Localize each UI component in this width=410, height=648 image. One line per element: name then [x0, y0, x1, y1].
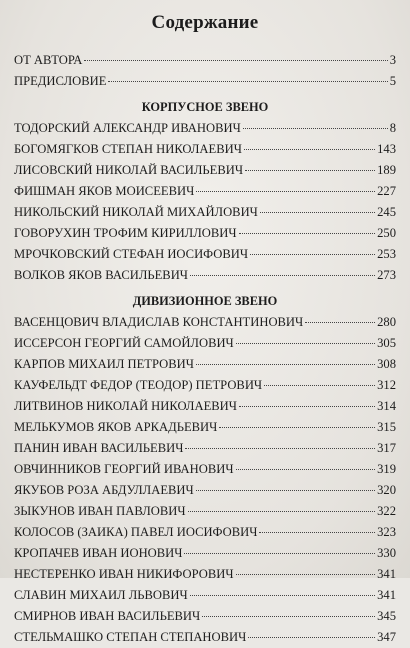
toc-entry[interactable] [14, 438, 396, 459]
dot-leader [239, 233, 376, 234]
toc-entry[interactable] [14, 312, 396, 333]
toc-entry[interactable] [14, 606, 396, 627]
entry-title: КРОПАЧЕВ ИВАН ИОНОВИЧ [14, 546, 183, 560]
toc-entry[interactable] [14, 543, 396, 564]
dot-leader [190, 275, 375, 276]
dot-leader [190, 595, 375, 596]
table-of-contents [14, 50, 396, 648]
toc-entry[interactable] [14, 564, 396, 585]
entry-title: МЕЛЬКУМОВ ЯКОВ АРКАДЬЕВИЧ [14, 420, 218, 434]
toc-entry[interactable] [14, 50, 396, 71]
entry-title: КАРПОВ МИХАИЛ ПЕТРОВИЧ [14, 357, 194, 371]
dot-leader [259, 532, 375, 533]
dot-leader [245, 170, 375, 171]
entry-title: СТЕЛЬМАШКО СТЕПАН СТЕПАНОВИЧ [14, 630, 247, 644]
dot-leader [108, 81, 387, 82]
toc-entry[interactable] [14, 333, 396, 354]
dot-leader [185, 448, 375, 449]
entry-title: СМИРНОВ ИВАН ВАСИЛЬЕВИЧ [14, 609, 201, 623]
entry-title: НЕСТЕРЕНКО ИВАН НИКИФОРОВИЧ [14, 567, 234, 581]
entry-title: КАУФЕЛЬДТ ФЕДОР (ТЕОДОР) ПЕТРОВИЧ [14, 378, 263, 392]
dot-leader [260, 212, 375, 213]
dot-leader [84, 60, 387, 61]
dot-leader [184, 553, 375, 554]
entry-page: 347 [377, 630, 396, 644]
toc-entry[interactable] [14, 627, 396, 648]
entry-page: 3 [389, 53, 396, 67]
entry-title: ОВЧИННИКОВ ГЕОРГИЙ ИВАНОВИЧ [14, 462, 234, 476]
toc-entry[interactable] [14, 501, 396, 522]
entry-page: 320 [377, 483, 396, 497]
toc-entry[interactable] [14, 375, 396, 396]
dot-leader [196, 490, 375, 491]
entry-title: ИССЕРСОН ГЕОРГИЙ САМОЙЛОВИЧ [14, 336, 234, 350]
entry-page: 273 [377, 268, 396, 282]
toc-entry[interactable] [14, 354, 396, 375]
entry-page: 315 [377, 420, 396, 434]
entry-title: ПРЕДИСЛОВИЕ [14, 74, 107, 88]
entry-title: ВОЛКОВ ЯКОВ ВАСИЛЬЕВИЧ [14, 268, 188, 282]
entry-title: КОЛОСОВ (ЗАИКА) ПАВЕЛ ИОСИФОВИЧ [14, 525, 258, 539]
toc-section [14, 96, 396, 286]
dot-leader [248, 637, 375, 638]
section-heading: ДИВИЗИОННОЕ ЗВЕНО [132, 294, 278, 308]
toc-entry[interactable] [14, 118, 396, 139]
entry-page: 280 [377, 315, 396, 329]
front-matter [14, 50, 396, 92]
toc-entry[interactable] [14, 265, 396, 286]
entry-title: ЛИТВИНОВ НИКОЛАЙ НИКОЛАЕВИЧ [14, 399, 237, 413]
dot-leader [236, 343, 375, 344]
entry-page: 314 [377, 399, 396, 413]
entry-title: НИКОЛЬСКИЙ НИКОЛАЙ МИХАЙЛОВИЧ [14, 205, 258, 219]
entry-page: 305 [377, 336, 396, 350]
toc-entry[interactable] [14, 585, 396, 606]
dot-leader [305, 322, 375, 323]
dot-leader [243, 128, 388, 129]
entry-page: 253 [377, 247, 396, 261]
toc-entry[interactable] [14, 396, 396, 417]
dot-leader [219, 427, 375, 428]
dot-leader [236, 574, 376, 575]
dot-leader [236, 469, 376, 470]
dot-leader [196, 364, 375, 365]
entry-title: СЛАВИН МИХАИЛ ЛЬВОВИЧ [14, 588, 188, 602]
entry-page: 319 [377, 462, 396, 476]
toc-sections [14, 96, 396, 648]
entry-title: МРОЧКОВСКИЙ СТЕФАН ИОСИФОВИЧ [14, 247, 249, 261]
section-heading: КОРПУСНОЕ ЗВЕНО [141, 100, 269, 114]
toc-entry[interactable] [14, 71, 396, 92]
toc-entry[interactable] [14, 160, 396, 181]
entry-title: ЗЫКУНОВ ИВАН ПАВЛОВИЧ [14, 504, 186, 518]
entry-page: 227 [377, 184, 396, 198]
entry-title: БОГОМЯГКОВ СТЕПАН НИКОЛАЕВИЧ [14, 142, 242, 156]
toc-entry[interactable] [14, 244, 396, 265]
toc-entry[interactable] [14, 459, 396, 480]
entry-page: 330 [377, 546, 396, 560]
entry-page: 189 [377, 163, 396, 177]
page-title: Содержание [151, 12, 259, 33]
entry-page: 312 [377, 378, 396, 392]
toc-entry[interactable] [14, 223, 396, 244]
dot-leader [244, 149, 375, 150]
toc-entry[interactable] [14, 181, 396, 202]
entry-page: 245 [377, 205, 396, 219]
dot-leader [202, 616, 375, 617]
dot-leader [250, 254, 375, 255]
entry-title: ГОВОРУХИН ТРОФИМ КИРИЛЛОВИЧ [14, 226, 237, 240]
toc-entry[interactable] [14, 522, 396, 543]
entry-page: 322 [377, 504, 396, 518]
toc-entry[interactable] [14, 480, 396, 501]
entry-title: ЛИСОВСКИЙ НИКОЛАЙ ВАСИЛЬЕВИЧ [14, 163, 244, 177]
entry-title: ФИШМАН ЯКОВ МОИСЕЕВИЧ [14, 184, 195, 198]
entry-page: 143 [377, 142, 396, 156]
toc-entry[interactable] [14, 417, 396, 438]
entry-title: ЯКУБОВ РОЗА АБДУЛЛАЕВИЧ [14, 483, 194, 497]
entry-page: 317 [377, 441, 396, 455]
entry-title: ТОДОРСКИЙ АЛЕКСАНДР ИВАНОВИЧ [14, 121, 241, 135]
dot-leader [264, 385, 375, 386]
entry-page: 341 [377, 567, 396, 581]
toc-entry[interactable] [14, 202, 396, 223]
entry-page: 323 [377, 525, 396, 539]
entry-page: 308 [377, 357, 396, 371]
dot-leader [196, 191, 375, 192]
entry-page: 8 [389, 121, 396, 135]
dot-leader [188, 511, 376, 512]
dot-leader [239, 406, 375, 407]
entry-page: 341 [377, 588, 396, 602]
entry-page: 345 [377, 609, 396, 623]
toc-entry[interactable] [14, 139, 396, 160]
entry-page: 250 [377, 226, 396, 240]
toc-section [14, 290, 396, 648]
entry-title: ВАСЕНЦОВИЧ ВЛАДИСЛАВ КОНСТАНТИНОВИЧ [14, 315, 304, 329]
entry-title: ОТ АВТОРА [14, 53, 83, 67]
entry-title: ПАНИН ИВАН ВАСИЛЬЕВИЧ [14, 441, 184, 455]
entry-page: 5 [389, 74, 396, 88]
